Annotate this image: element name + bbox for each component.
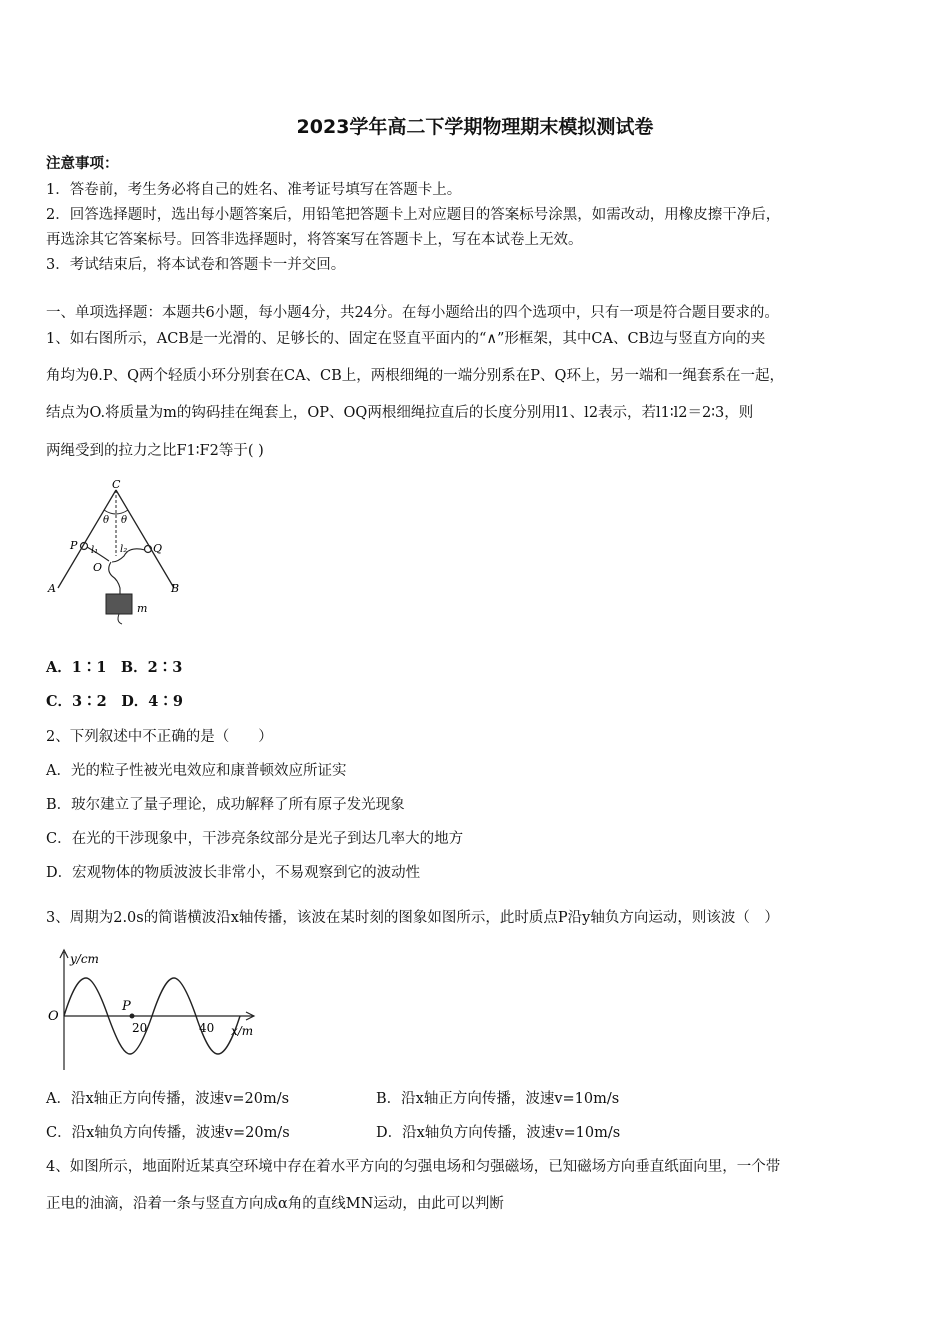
question-1-figure: [44, 476, 194, 630]
notice-item: 再选涂其它答案标号。回答非选择题时，将答案写在答题卡上，写在本试卷上无效。: [46, 232, 583, 248]
question-1-text: 结点为O.将质量为m的钩码挂在绳套上，OP、OQ两根细绳拉直后的长度分别用l1、l2表示，若l1∶l2＝2∶3，则: [46, 405, 754, 421]
question-3-option-d: D．沿x轴负方向传播，波速v=10m/s: [376, 1125, 621, 1141]
question-3-option-c: C．沿x轴负方向传播，波速v=20m/s: [46, 1125, 290, 1141]
label-o: O: [93, 561, 103, 574]
tick-label-20: 20: [132, 1021, 148, 1035]
origin-label: O: [48, 1009, 59, 1024]
question-2-option: B．玻尔建立了量子理论，成功解释了所有原子发光现象: [46, 797, 405, 813]
question-1-text: 两绳受到的拉力之比F1∶F2等于( ): [46, 443, 264, 459]
notice-item: 2．回答选择题时，选出每小题答案后，用铅笔把答题卡上对应题目的答案标号涂黑，如需改动，用橡皮擦干净后，: [46, 207, 781, 223]
question-1-text: 角均为θ.P、Q两个轻质小环分别套在CA、CB上，两根细绳的一端分别系在P、Q环上，另一端和一绳套系在一起，: [46, 368, 784, 384]
y-axis-label: y/cm: [70, 952, 99, 966]
notice-item: 1．答卷前，考生务必将自己的姓名、准考证号填写在答题卡上。: [46, 182, 462, 198]
question-3-figure: [44, 946, 264, 1074]
label-theta-left: θ: [103, 515, 110, 526]
page-title: 2023学年高二下学期物理期末模拟测试卷: [296, 116, 654, 138]
label-q: Q: [153, 542, 163, 555]
label-b: B: [171, 582, 180, 595]
x-axis-label: x/m: [231, 1024, 254, 1038]
tick-label-40: 40: [199, 1021, 215, 1035]
notice-heading: 注意事项：: [46, 155, 119, 172]
question-3-option-a: A．沿x轴正方向传播，波速v=20m/s: [46, 1091, 290, 1107]
label-theta-right: θ: [121, 515, 128, 526]
question-2-option: C．在光的干涉现象中，干涉亮条纹部分是光子到达几率大的地方: [46, 831, 464, 847]
label-m: m: [137, 602, 148, 615]
question-4-text: 正电的油滴，沿着一条与竖直方向成α角的直线MN运动，由此可以判断: [46, 1196, 504, 1212]
notice-item: 3．考试结束后，将本试卷和答题卡一并交回。: [46, 257, 346, 273]
question-1-options: C．3∶2 D．4∶9: [46, 693, 183, 710]
label-l1: l₁: [91, 545, 99, 556]
label-c: C: [112, 478, 121, 491]
question-1-text: 1、如右图所示，ACB是一光滑的、足够长的、固定在竖直平面内的“∧”形框架，其中CA、CB边与竖直方向的夹: [46, 331, 766, 347]
point-p-label: P: [122, 999, 131, 1014]
label-p: P: [70, 539, 78, 552]
question-2-option: D．宏观物体的物质波波长非常小，不易观察到它的波动性: [46, 865, 421, 881]
question-3-text: 3、周期为2.0s的简谐横波沿x轴传播，该波在某时刻的图象如图所示，此时质点P沿y轴负方向运动，则该波（ ）: [46, 910, 779, 926]
section-heading: 一、单项选择题：本题共6小题，每小题4分，共24分。在每小题给出的四个选项中，只有一项是符合题目要求的。: [46, 305, 779, 321]
label-a: A: [48, 582, 56, 595]
question-1-options: A．1∶1 B．2∶3: [46, 659, 183, 676]
question-2-option: A．光的粒子性被光电效应和康普顿效应所证实: [46, 763, 347, 779]
question-2-text: 2、下列叙述中不正确的是（ ）: [46, 729, 273, 745]
question-4-text: 4、如图所示，地面附近某真空环境中存在着水平方向的匀强电场和匀强磁场，已知磁场方向垂直纸面向里，一个带: [46, 1159, 781, 1175]
question-3-option-b: B．沿x轴正方向传播，波速v=10m/s: [376, 1091, 620, 1107]
label-l2: l₂: [120, 544, 128, 555]
